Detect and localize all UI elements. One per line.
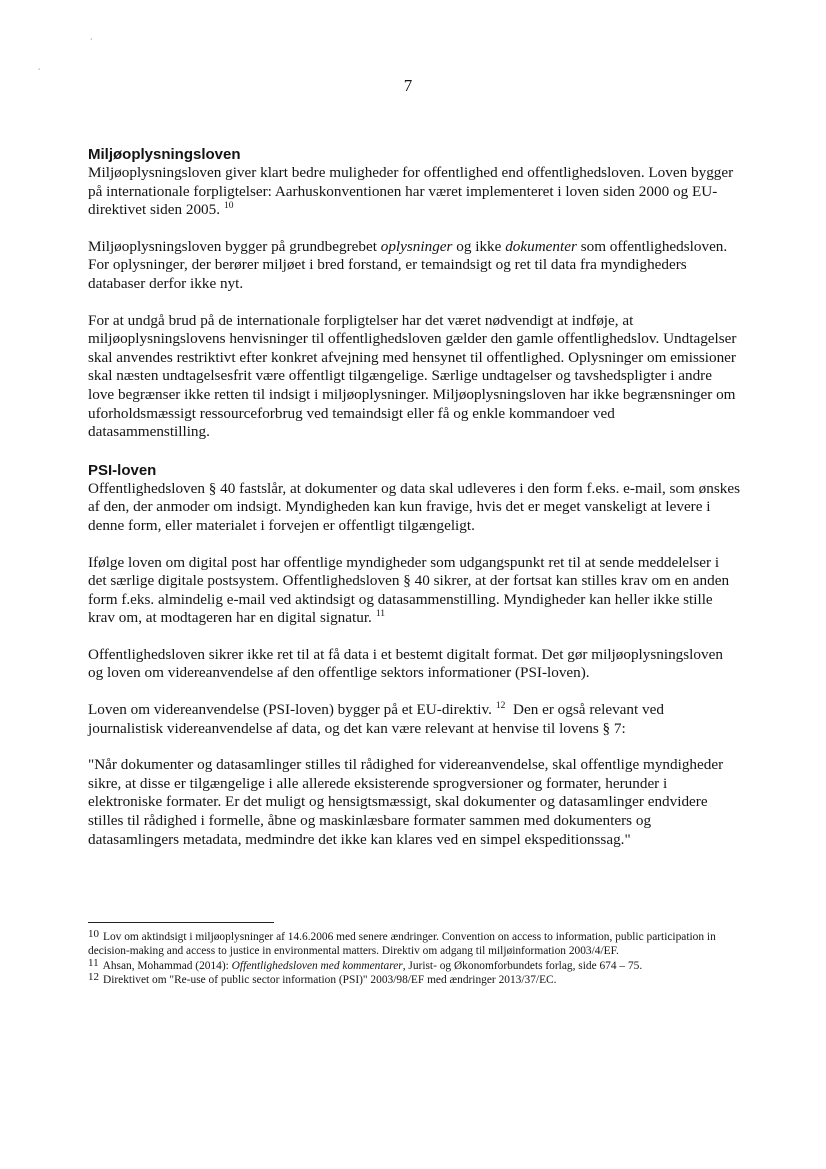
main-content — [88, 146, 740, 849]
footnote-divider — [88, 922, 274, 923]
footnote: $^{10}$ Lov om aktindsigt i miljøoplysninger af 14.6.2006 med senere ændringer. Convention on access to information, public participation in decision-making and access to justice in environmental matters. Direktiv om adgang til miljøinformation 2003/4/EF. — [88, 928, 716, 958]
footnote: $^{11}$ Ahsan, Mohammad (2014): Offentlighedsloven med kommentarer, Jurist- og Økonomforbundets forlag, side 674 – 75. — [88, 956, 643, 972]
footnotes — [88, 930, 728, 987]
section-miljooplysningsloven — [88, 146, 740, 442]
paragraph: Offentlighedsloven § 40 fastslår, at dokumenter og data skal udleveres i den form f.eks. e-mail, som ønskes af den, der anmoder om indsigt. Myndigheden kan kun fravige, hvis det er meget vanskeligt at levere i denne form, eller materialet i forvejen er offentligt tilgængeligt. — [88, 479, 741, 534]
footnote-ref: 12 — [495, 701, 506, 712]
paragraph: Offentlighedsloven sikrer ikke ret til at få data i et bestemt digitalt format. Det gør miljøoplysningsloven og loven om videreanvendelse af den offentlige sektors informationer (PSI-loven). — [88, 645, 723, 682]
footnote-ref: 11 — [375, 609, 385, 620]
page-number: 7 — [403, 76, 413, 95]
paragraph: Loven om videreanvendelse (PSI-loven) bygger på et EU-direktiv. $^{12}$ Den er også relevant ved journalistisk videreanvendelse af data, og det kan være relevant at henvise til lovens § 7: — [88, 701, 668, 737]
scan-speck: ˙ — [90, 38, 94, 49]
paragraph: Ifølge loven om digital post har offentlige myndigheder som udgangspunkt ret til at sende meddelelser i det særlige digitale postsystem. Offentlighedsloven § 40 sikrer, at der fortsat kan stilles krav om en anden form f.eks. almindelig e-mail ved aktindsigt og datasammenstilling. Myndigheder kan heller ikke stille krav om, at modtageren har en digital signatur. $^{11}$ — [88, 553, 730, 627]
quote-paragraph: "Når dokumenter og datasamlinger stilles til rådighed for videreanvendelse, skal offentlige myndigheder sikre, at disse er tilgængelige i alle allerede eksisterende sprogversioner og formater, herunder i elektroniske formater. Er det muligt og hensigtsmæssigt, skal dokumenter og datasamlinger endvidere stilles til rådighed i formelle, åbne og maskinlæsbare formater sammen med dokumenters og datasamlingers metadata, medmindre det ikke kan klares ved en simpel ekspeditionssag." — [88, 756, 724, 848]
scan-speck: ˙ — [38, 68, 42, 79]
paragraph: Miljøoplysningsloven bygger på grundbegrebet oplysninger og ikke dokumenter som offentlighedsloven. For oplysninger, der berører miljøet i bred forstand, er temaindsigt og ret til data fra myndigheders databaser derfor ikke nyt. — [88, 237, 728, 292]
paragraph: For at undgå brud på de internationale forpligtelser har det været nødvendigt at indføje, at miljøoplysningslovens henvisninger til offentlighedsloven gælder den gamle offentlighedslov. Undtagelser skal anvendes restriktivt efter konkret afvejning med hensynet til offentlighed. Oplysninger om emissioner skal næsten undtagelsesfrit være offentligt tilgængelige. Særlige undtagelser og tavshedspligter i andre love begrænser ikke retten til indsigt i miljøoplysninger. Miljøoplysningsloven har ikke begrænsninger om uforholdsmæssigt ressourceforbrug ved temaindsigt eller få og enkle kommandoer ved datasammenstilling. — [88, 311, 737, 441]
section-heading: PSI-loven — [88, 461, 157, 479]
section-psi-loven — [88, 462, 740, 850]
footnote-ref: 10 — [224, 201, 234, 212]
paragraph: Miljøoplysningsloven giver klart bedre muligheder for offentlighed end offentlighedsloven. Loven bygger på internationale forpligtelser: Aarhuskonventionen har været implementeret i loven siden 2000 og EU-direktivet siden 2005. $^{10}$ — [88, 164, 734, 219]
footnote: $^{12}$ Direktivet om "Re-use of public sector information (PSI)" 2003/98/EF med ændringer 2013/37/EC. — [88, 970, 557, 986]
section-heading: Miljøoplysningsloven — [88, 146, 241, 163]
